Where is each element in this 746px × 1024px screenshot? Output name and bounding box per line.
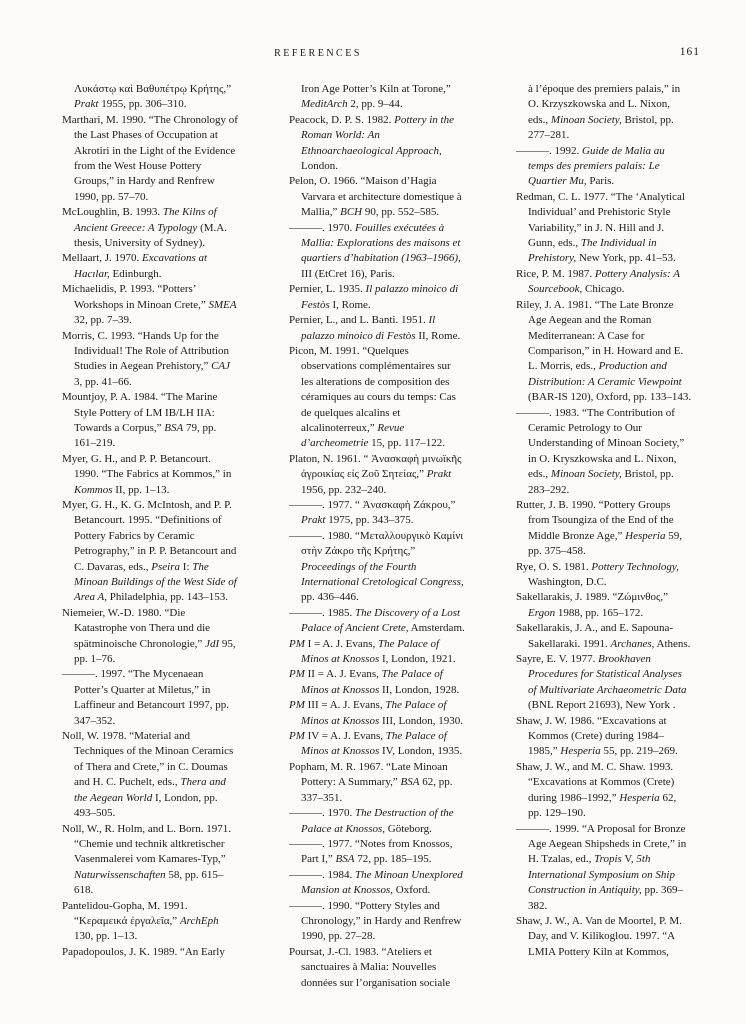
reference-entry: ———. 1977. “Notes from Knossos, Part I,” BSA 72, pp. 185–195. — [289, 837, 453, 866]
reference-entry: Peacock, D. P. S. 1982. Pottery in the Roman World: An Ethnoarchaeological Approach, London. — [289, 113, 454, 173]
column — [62, 82, 238, 991]
reference-entry: ———. 1997. “The Mycenaean Potter’s Quarter at Miletus,” in Laffineur and Betancourt 1997, pp. 347–352. — [62, 668, 229, 727]
column — [516, 82, 692, 991]
reference-entry: Morris, C. 1993. “Hands Up for the Individual! The Role of Attribution Studies in Aegean Prehistory,” CAJ 3, pp. 41–66. — [62, 329, 231, 388]
reference-entry: Myer, G. H., K. G. McIntosh, and P. P. Betancourt. 1995. “Definitions of Pottery Fabrics by Ceramic Petrography,” in P. P. Betancourt and C. Davaras, eds., Pseira I: The Minoan Buildings of the West Side of Area A, Philadelphia, pp. 143–153. — [62, 498, 237, 604]
reference-entry: ———. 1999. “A Proposal for Bronze Age Aegean Shipsheds in Crete,” in H. Tzalas, ed., Tropis V, 5th International Symposium on Ship Construction in Antiquity, pp. 369–382. — [516, 822, 687, 912]
column — [289, 82, 465, 991]
reference-entry: Michaelidis, P. 1993. “Potters’ Workshops in Minoan Crete,” SMEA 32, pp. 7–39. — [62, 283, 237, 327]
reference-entry: Niemeier, W.-D. 1980. “Die Katastrophe von Thera und die spätminoische Chronologie,” JdI 95, pp. 1–76. — [62, 606, 236, 666]
reference-entry: ———. 1977. “ Ἀνασκαφὴ Ζάκρου,” Prakt 1975, pp. 343–375. — [289, 498, 456, 527]
reference-entry: Noll, W., R. Holm, and L. Born. 1971. “Chemie und technik altkretischer Vasenmalerei vom Kamares-Typ,” Naturwissenschaften 58, pp. 615–618. — [62, 822, 231, 897]
reference-entry: Pantelidou-Gopha, M. 1991. “Κεραμεικά ἐργαλεῖα,” ArchEph 130, pp. 1–13. — [62, 899, 219, 943]
reference-entry: ———. 1983. “The Contribution of Ceramic Petrology to Our Understanding of Minoan Society,” in O. Kryszkowska and L. Nixon, eds., Minoan Society, Bristol, pp. 283–292. — [516, 406, 685, 496]
reference-entry: PM II = A. J. Evans, The Palace of Minos at Knossos II, London, 1928. — [289, 668, 460, 696]
reference-entry: Poursat, J.-Cl. 1983. “Ateliers et sanctuaires à Malia: Nouvelles données sur l’organisation sociale — [289, 945, 451, 989]
reference-entry: ———. 1990. “Pottery Styles and Chronology,” in Hardy and Renfrew 1990, pp. 27–28. — [289, 899, 462, 943]
reference-entry: Rice, P. M. 1987. Pottery Analysis: A Sourcebook, Chicago. — [516, 267, 680, 296]
reference-entry: Mellaart, J. 1970. Excavations at Hacılar, Edinburgh. — [62, 252, 208, 280]
reference-entry: Shaw, J. W., and M. C. Shaw. 1993. “Excavations at Kommos (Crete) during 1986–1992,” Hesperia 62, pp. 129–190. — [516, 760, 677, 820]
reference-entry: à l’époque des premiers palais,” in O. Krzyszkowska and L. Nixon, eds., Minoan Society, Bristol, pp. 277–281. — [528, 83, 681, 142]
reference-entry: Sakellarakis, J. 1989. “Ζώμινθος,” Ergon 1988, pp. 165–172. — [516, 591, 668, 619]
reference-entry: Myer, G. H., and P. P. Betancourt. 1990. “The Fabrics at Kommos,” in Kommos II, pp. 1–13. — [62, 452, 232, 496]
reference-entry: Shaw, J. W., A. Van de Moortel, P. M. Day, and V. Kilikoglou. 1997. “A LMIA Pottery Kiln at Kommos, — [516, 914, 682, 958]
reference-entry: Iron Age Potter’s Kiln at Torone,” MeditArch 2, pp. 9–44. — [301, 83, 451, 111]
reference-entry: McLoughlin, B. 1993. The Kilns of Ancient Greece: A Typology (M.A. thesis, University of Sydney). — [62, 206, 227, 250]
reference-entry: PM I = A. J. Evans, The Palace of Minos at Knossos I, London, 1921. — [289, 637, 456, 666]
reference-entry: Pelon, O. 1966. “Maison d’Hagia Varvara et architecture domestique à Mallia,” BCH 90, pp. 552–585. — [289, 175, 462, 219]
reference-entry: ———. 1985. The Discovery of a Lost Palace of Ancient Crete, Amsterdam. — [289, 606, 465, 635]
reference-entry: Rutter, J. B. 1990. “Pottery Groups from Tsoungiza of the End of the Middle Bronze Age,” Hesperia 59, pp. 375–458. — [516, 498, 682, 558]
reference-entry: Redman, C. L. 1977. “The ‘Analytical Individual’ and Prehistoric Style Variability,” in J. N. Hill and J. Gunn, eds., The Individual in Prehistory, New York, pp. 41–53. — [516, 190, 685, 265]
reference-entry: Picon, M. 1991. “Quelques observations complémentaires sur les alterations de composition des céramiques au cours du temps: Cas de quelques alcalins et alcalinoterreux,” Revue d’archeometrie 15, pp. 117–122. — [289, 344, 456, 450]
page-number: 161 — [679, 46, 700, 58]
reference-entry: Mountjoy, P. A. 1984. “The Marine Style Pottery of LM IB/LH IIA: Towards a Corpus,” BSA 79, pp. 161–219. — [62, 391, 218, 450]
reference-entry: Λυκάστῳ καὶ Βαθυπέτρῳ Κρήτης,” Prakt 1955, pp. 306–310. — [74, 83, 232, 111]
reference-entry: Pernier, L., and L. Banti. 1951. Il palazzo minoico di Festòs II, Rome. — [289, 314, 461, 342]
reference-entry: Popham, M. R. 1967. “Late Minoan Pottery: A Summary,” BSA 62, pp. 337–351. — [289, 760, 453, 804]
reference-entry: Papadopoulos, J. K. 1989. “An Early — [62, 945, 225, 958]
reference-entry: ———. 1980. “Μεταλλουργικὸ Καμίνι στὴν Ζάκρο τῆς Κρήτης,” Proceedings of the Fourth International Cretological Congress, pp. 436–446. — [289, 529, 464, 604]
reference-entry: Platon, N. 1961. “ Ἀνασκαφὴ μινωϊκῆς ἀγροικίας εἰς Ζοῦ Σητείας,” Prakt 1956, pp. 232–240. — [289, 452, 462, 496]
reference-entry: Rye, O. S. 1981. Pottery Technology, Washington, D.C. — [516, 560, 679, 588]
reference-entry: Marthari, M. 1990. “The Chronology of the Last Phases of Occupation at Akrotiri in the Light of the Evidence from the West House Pottery Groups,” in Hardy and Renfrew 1990, pp. 57–70. — [62, 113, 238, 203]
page-header — [62, 46, 700, 62]
reference-entry: ———. 1984. The Minoan Unexplored Mansion at Knossos, Oxford. — [289, 868, 463, 897]
reference-entry: Pernier, L. 1935. Il palazzo minoico di Festòs I, Rome. — [289, 283, 459, 311]
reference-entry: ———. 1992. Guide de Malia au temps des premiers palais: Le Quartier Mu, Paris. — [516, 144, 665, 188]
reference-entry: Riley, J. A. 1981. “The Late Bronze Age Aegean and the Roman Mediterranean: A Case for Comparison,” in H. Howard and E. L. Morris, eds., Production and Distribution: A Ceramic Viewpoint (BAR-IS 120), Oxford, pp. 133–143. — [516, 298, 692, 404]
running-title: REFERENCES — [274, 48, 362, 59]
reference-entry: ———. 1970. Fouilles exécutées à Mallia: Explorations des maisons et quartiers d’habitation (1963–1966), III (EtCret 16), Paris. — [289, 221, 461, 280]
reference-entry: Noll, W. 1978. “Material and Techniques of the Minoan Ceramics of Thera and Crete,” in C. Doumas and H. C. Puchelt, eds., Thera and the Aegean World I, London, pp. 493–505. — [62, 730, 234, 820]
reference-entry: Sakellarakis, J. A., and E. Sapouna-Sakellaraki. 1991. Archanes, Athens. — [516, 622, 691, 650]
reference-entry: ———. 1970. The Destruction of the Palace at Knossos, Göteborg. — [289, 807, 454, 835]
reference-entry: Shaw, J. W. 1986. “Excavations at Kommos (Crete) during 1984–1985,” Hesperia 55, pp. 219–269. — [516, 714, 678, 758]
reference-entry: PM III = A. J. Evans, The Palace of Minos at Knossos III, London, 1930. — [289, 699, 463, 727]
reference-entry: Sayre, E. V. 1977. Brookhaven Procedures for Statistical Analyses of Multivariate Archaeometric Data (BNL Report 21693), New York . — [516, 653, 687, 712]
reference-entry: PM IV = A. J. Evans, The Palace of Minos at Knossos IV, London, 1935. — [289, 730, 463, 758]
references-columns — [62, 82, 692, 991]
